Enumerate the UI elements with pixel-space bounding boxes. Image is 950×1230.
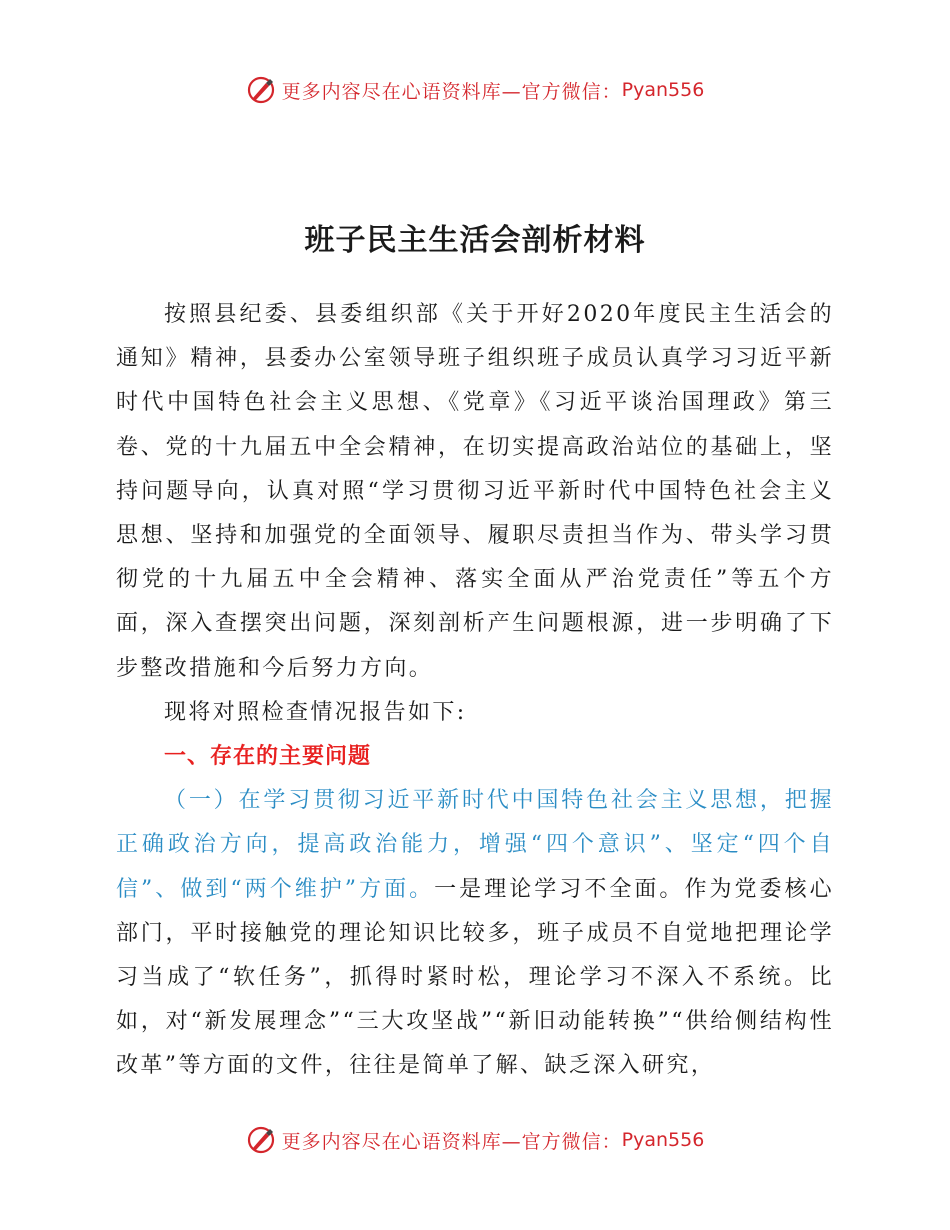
paragraph-report-lead: 现将对照检查情况报告如下: [164, 699, 467, 725]
paragraph-section-1 [116, 779, 834, 1088]
section-heading-main-problems: 一、存在的主要问题 [164, 744, 372, 770]
paragraph-section-1-text: 一是理论学习不全面。作为党委核心部门，平时接触党的理论知识比较多，班子成员不自觉地把理论学习当成了“软任务”，抓得时紧时松，理论学习不深入不系统。比如，对“新发展理念”“三大攻坚战”“新旧动能转换”“供给侧结构性改革”等方面的文件，往往是简单了解、缺乏深入研究， [116, 876, 834, 1079]
document-body [116, 215, 834, 1089]
banner-text: 更多内容尽在心语资料库—官方微信： [281, 1130, 622, 1153]
pen-logo-icon [246, 75, 276, 105]
paragraph-intro: 按照县纪委、县委组织部《关于开好2020年度民主生活会的通知》精神，县委办公室领导班子组织班子成员认真学习习近平新时代中国特色社会主义思想、《党章》《习近平谈治国理政》第三卷、党的十九届五中全会精神，在切实提高政治站位的基础上，坚持问题导向，认真对照“学习贯彻习近平新时代中国特色社会主义思想、坚持和加强党的全面领导、履职尽责担当作为、带头学习贯彻党的十九届五中全会精神、落实全面从严治党责任”等五个方面，深入查摆突出问题，深刻剖析产生问题根源，进一步明确了下步整改措施和今后努力方向。 [116, 302, 834, 681]
banner-wechat-id: Pyan556 [621, 79, 705, 101]
banner-wechat-id: Pyan556 [621, 1129, 705, 1151]
pen-logo-icon [246, 1125, 276, 1155]
document-title: 班子民主生活会剖析材料 [304, 223, 646, 258]
footer-watermark [0, 1120, 950, 1160]
subsection-heading-1: （一）在学习贯彻习近平新时代中国特色社会主义思想，把握正确政治方向，提高政治能力，增强“四个意识”、坚定“四个自信”、做到“两个维护”方面。 [116, 788, 834, 902]
header-watermark [0, 70, 950, 110]
banner-text: 更多内容尽在心语资料库—官方微信： [281, 80, 622, 103]
